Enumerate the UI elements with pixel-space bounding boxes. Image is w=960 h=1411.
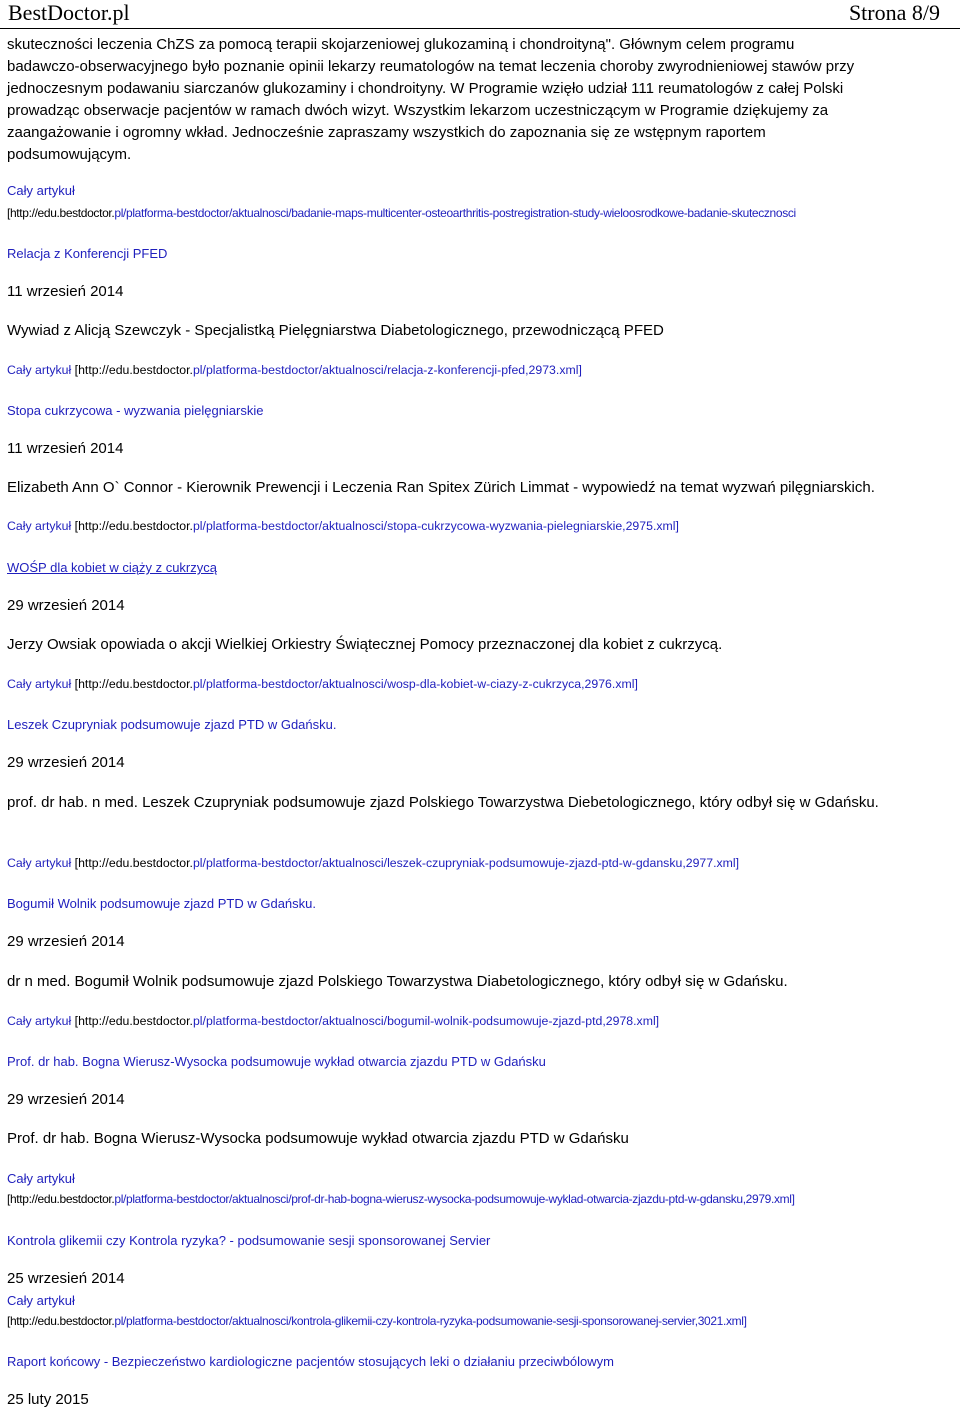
page-header (0, 0, 960, 29)
full-article-link[interactable]: Cały artykuł (7, 677, 72, 691)
article-title-link[interactable]: Prof. dr hab. Bogna Wierusz-Wysocka podsumowuje wykład otwarcia zjazdu PTD w Gdańsku (7, 1054, 546, 1069)
article-link-line[interactable]: Cały artykuł [http://edu.bestdoctor.pl/platforma-bestdoctor/aktualnosci/bogumil-wolnik-podsumowuje-zjazd-ptd,2978.xml] (7, 1014, 660, 1028)
intro-line: zaangażowanie i ogromny wkład. Jednocześnie zapraszamy wszystkich do zapoznania się ze wstępnym raportem (7, 124, 766, 141)
intro-line: badawczo-obserwacyjnego było poznanie opinii lekarzy reumatologów na temat leczenia choroby zwyrodnieniowej stawów przy (7, 58, 855, 75)
article-url[interactable]: [http://edu.bestdoctor.pl/platforma-bestdoctor/aktualnosci/badanie-maps-multicenter-osteoarthritis-postregistration-study-wieloosrodkowe-badanie-skutecznosci (7, 206, 796, 220)
intro-line: skuteczności leczenia ChZS za pomocą terapii skojarzeniowej glukozaminą i chondroityną". Głównym celem programu (7, 36, 795, 53)
article-link-line[interactable]: Cały artykuł [http://edu.bestdoctor.pl/platforma-bestdoctor/aktualnosci/leszek-czupryniak-podsumowuje-zjazd-ptd-w-gdansku,2977.xml] (7, 856, 740, 870)
full-article-link[interactable]: Cały artykuł (7, 1014, 72, 1028)
article-date: 29 wrzesień 2014 (7, 933, 125, 950)
article-date: 29 wrzesień 2014 (7, 754, 125, 771)
article-description: Jerzy Owsiak opowiada o akcji Wielkiej Orkiestry Świątecznej Pomocy przeznaczonej dla kobiet z cukrzycą. (7, 636, 723, 653)
article-description: dr n med. Bogumił Wolnik podsumowuje zjazd Polskiego Towarzystwa Diabetologicznego, który odbył się w Gdańsku. (7, 973, 788, 990)
site-name: BestDoctor.pl (8, 0, 130, 25)
article-date: 29 wrzesień 2014 (7, 1091, 125, 1108)
full-article-link[interactable]: Cały artykuł (7, 519, 72, 533)
article-title-link[interactable]: Relacja z Konferencji PFED (7, 246, 168, 261)
article-title-link[interactable]: Stopa cukrzycowa - wyzwania pielęgniarskie (7, 403, 264, 418)
article-title-link[interactable]: Leszek Czupryniak podsumowuje zjazd PTD w Gdańsku. (7, 717, 337, 732)
article-date: 25 luty 2015 (7, 1391, 89, 1408)
article-description: prof. dr hab. n med. Leszek Czupryniak podsumowuje zjazd Polskiego Towarzystwa Diebetologicznego, który odbył się w Gdańsku. (7, 794, 879, 811)
full-article-link[interactable]: Cały artykuł (7, 363, 72, 377)
article-description: Elizabeth Ann O` Connor - Kierownik Prewencji i Leczenia Ran Spitex Zürich Limmat - wypowiedź na temat wyzwań pilęgniarskich. (7, 479, 875, 496)
article-title-link[interactable]: Raport końcowy - Bezpieczeństwo kardiologiczne pacjentów stosujących leki o działaniu przeciwbólowym (7, 1354, 614, 1369)
article-link-line[interactable]: Cały artykuł [http://edu.bestdoctor.pl/platforma-bestdoctor/aktualnosci/relacja-z-konferencji-pfed,2973.xml] (7, 363, 582, 377)
article-link-line[interactable]: Cały artykuł [http://edu.bestdoctor.pl/platforma-bestdoctor/aktualnosci/wosp-dla-kobiet-w-ciazy-z-cukrzyca,2976.xml] (7, 677, 638, 691)
article-link-line[interactable]: Cały artykuł [http://edu.bestdoctor.pl/platforma-bestdoctor/aktualnosci/stopa-cukrzycowa-wyzwania-pielegniarskie,2975.xml] (7, 519, 679, 533)
article-url[interactable]: [http://edu.bestdoctor.pl/platforma-bestdoctor/aktualnosci/prof-dr-hab-bogna-wierusz-wysocka-podsumowuje-wyklad-otwarcia-zjazdu-ptd-w-gdansku,2979.xml] (7, 1192, 795, 1206)
article-date: 11 wrzesień 2014 (7, 440, 124, 457)
article-date: 25 wrzesień 2014 (7, 1270, 125, 1287)
intro-paragraph (7, 34, 953, 166)
full-article-link[interactable]: Cały artykuł (7, 183, 75, 198)
article-url[interactable]: [http://edu.bestdoctor.pl/platforma-bestdoctor/aktualnosci/kontrola-glikemii-czy-kontrola-ryzyka-podsumowanie-sesji-sponsorowanej-servier,3021.xml] (7, 1314, 747, 1328)
page-number: Strona 8/9 (848, 0, 940, 25)
article-description: Wywiad z Alicją Szewczyk - Specjalistką Pielęgniarstwa Diabetologicznego, przewodniczącą PFED (7, 322, 664, 339)
full-article-link[interactable]: Cały artykuł (7, 856, 72, 870)
article-date: 11 wrzesień 2014 (7, 283, 124, 300)
intro-line: podsumowującym. (7, 146, 132, 163)
article-date: 29 wrzesień 2014 (7, 597, 125, 614)
article-title-link[interactable]: Bogumił Wolnik podsumowuje zjazd PTD w Gdańsku. (7, 896, 317, 911)
intro-line: jednoczesnym podawaniu siarczanów glukozaminy i chondroityny. W Programie wzięło udział 111 reumatologów z całej Polski (7, 80, 844, 97)
full-article-link[interactable]: Cały artykuł (7, 1293, 75, 1308)
article-title-link[interactable]: Kontrola glikemii czy Kontrola ryzyka? - podsumowanie sesji sponsorowanej Servier (7, 1233, 491, 1248)
article-title-link[interactable]: WOŚP dla kobiet w ciąży z cukrzycą (7, 560, 217, 575)
full-article-link[interactable]: Cały artykuł (7, 1171, 75, 1186)
article-description: Prof. dr hab. Bogna Wierusz-Wysocka podsumowuje wykład otwarcia zjazdu PTD w Gdańsku (7, 1130, 629, 1147)
intro-line: prowadząc obserwacje pacjentów w ramach dwóch wizyt. Wszystkim lekarzom uczestniczącym w Programie dziękujemy za (7, 102, 829, 119)
